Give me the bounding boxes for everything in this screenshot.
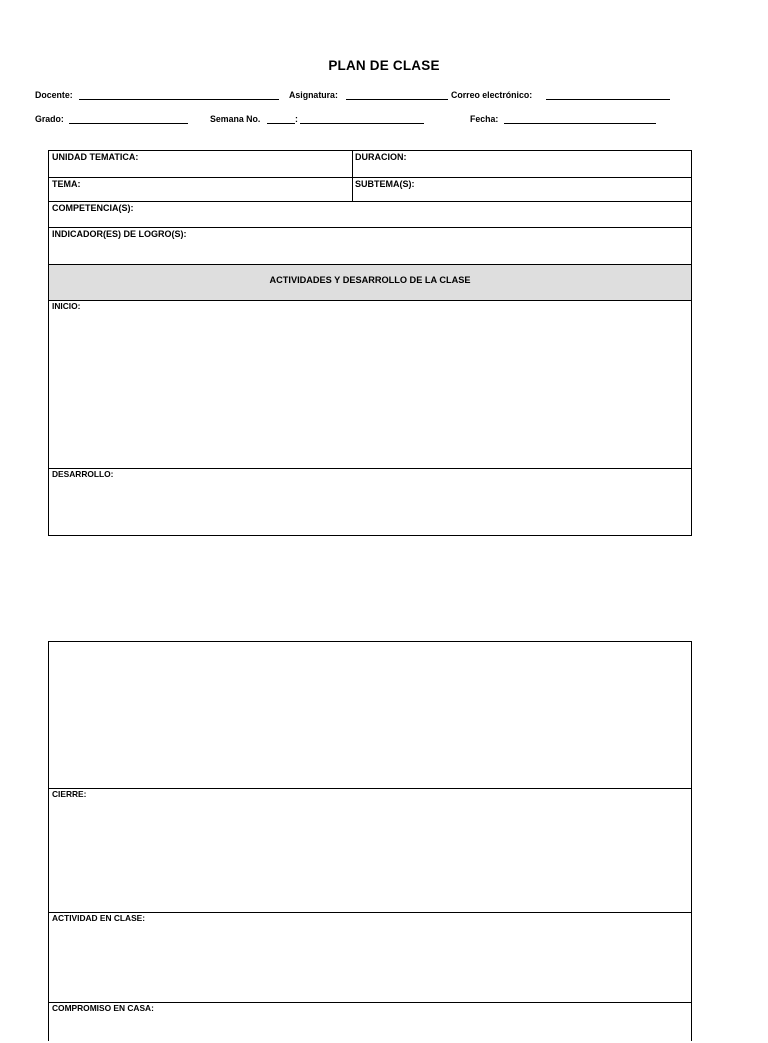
- semana-label: Semana No.: [210, 114, 261, 124]
- cierre-label: CIERRE:: [52, 789, 87, 799]
- inicio-section[interactable]: [49, 301, 691, 469]
- inicio-label: INICIO:: [52, 301, 81, 311]
- correo-field[interactable]: [546, 99, 670, 100]
- fecha-label: Fecha:: [470, 114, 499, 124]
- section-header-band: [49, 265, 691, 301]
- asignatura-field[interactable]: [346, 99, 448, 100]
- section-title: ACTIVIDADES Y DESARROLLO DE LA CLASE: [269, 275, 471, 285]
- subtema-label: SUBTEMA(S):: [355, 179, 415, 189]
- competencia-label: COMPETENCIA(S):: [52, 203, 134, 213]
- column-divider: [352, 151, 353, 177]
- fecha-field[interactable]: [504, 123, 656, 124]
- page-title: PLAN DE CLASE: [328, 58, 440, 73]
- tema-label: TEMA:: [52, 179, 81, 189]
- indicador-row[interactable]: [49, 228, 691, 265]
- grado-field[interactable]: [69, 123, 188, 124]
- desarrollo-label: DESARROLLO:: [52, 469, 114, 479]
- column-divider: [352, 178, 353, 201]
- semana-number-field[interactable]: [267, 123, 295, 124]
- unidad-tematica-label: UNIDAD TEMATICA:: [52, 152, 139, 162]
- lesson-plan-table: [48, 150, 692, 536]
- docente-label: Docente:: [35, 90, 73, 100]
- compromiso-en-casa-label: COMPROMISO EN CASA:: [52, 1003, 154, 1013]
- cierre-section[interactable]: [49, 789, 691, 913]
- semana-date-field[interactable]: [300, 123, 424, 124]
- compromiso-en-casa-section[interactable]: [49, 1003, 691, 1043]
- duracion-label: DURACION:: [355, 152, 407, 162]
- asignatura-label: Asignatura:: [289, 90, 338, 100]
- desarrollo-section[interactable]: [49, 469, 691, 535]
- lesson-plan-table-continued: [48, 641, 692, 1041]
- semana-separator: :: [295, 114, 298, 124]
- indicador-label: INDICADOR(ES) DE LOGRO(S):: [52, 229, 187, 239]
- actividad-en-clase-label: ACTIVIDAD EN CLASE:: [52, 913, 146, 923]
- docente-field[interactable]: [79, 99, 279, 100]
- unidad-duracion-row: [49, 151, 691, 178]
- tema-subtema-row: [49, 178, 691, 202]
- actividad-en-clase-section[interactable]: [49, 913, 691, 1003]
- grado-label: Grado:: [35, 114, 64, 124]
- competencia-row[interactable]: [49, 202, 691, 228]
- correo-label: Correo electrónico:: [451, 90, 533, 100]
- desarrollo-continued-section[interactable]: [49, 642, 691, 789]
